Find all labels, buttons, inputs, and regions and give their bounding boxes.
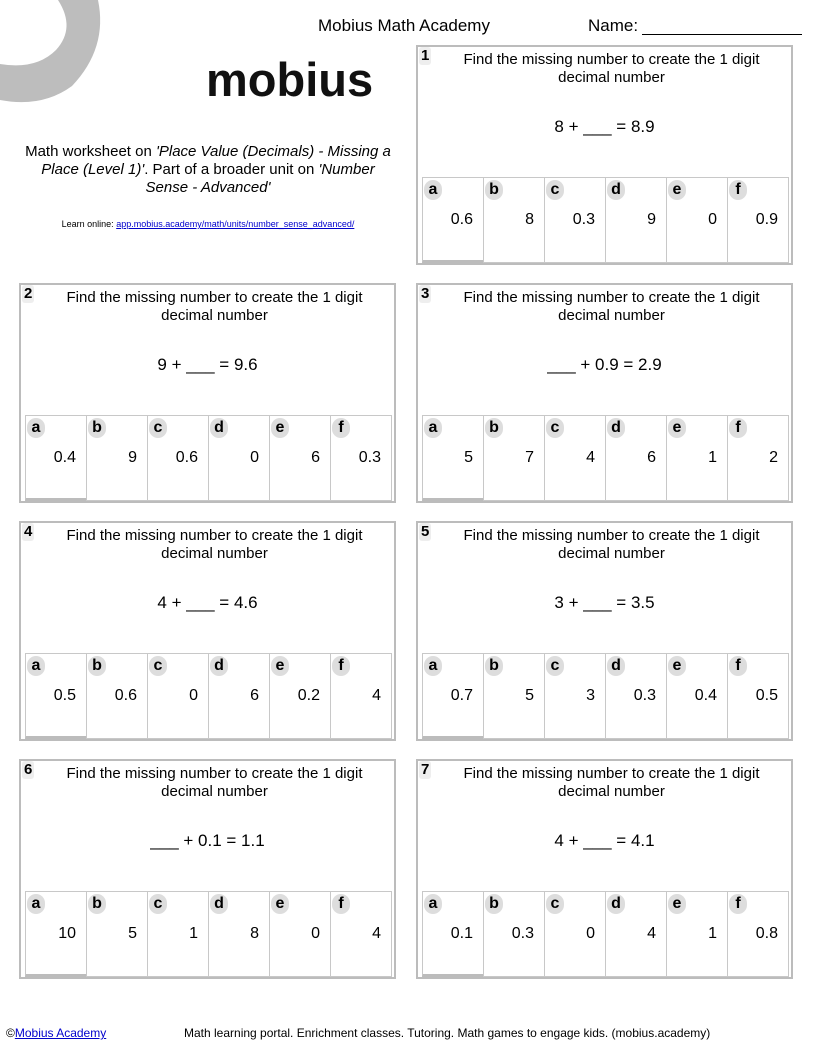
- option-value: 0.4: [53, 449, 76, 466]
- answer-option-a[interactable]: [25, 653, 87, 739]
- option-value: 9: [128, 449, 137, 466]
- answer-option-a[interactable]: [422, 177, 484, 263]
- name-line: [642, 34, 802, 35]
- option-value: 5: [525, 687, 534, 704]
- answer-option-b[interactable]: [86, 653, 148, 739]
- option-letter: f: [332, 894, 350, 914]
- option-value: 2: [769, 449, 778, 466]
- question-number: 6: [24, 761, 33, 778]
- answer-option-e[interactable]: [666, 653, 728, 739]
- option-value: 0: [311, 925, 320, 942]
- option-value: 0.3: [633, 687, 656, 704]
- question-number: 2: [24, 285, 33, 302]
- option-value: 0.1: [450, 925, 473, 942]
- question-expression: 4 + ___ = 4.6: [157, 593, 258, 612]
- name-label: Name:: [588, 16, 639, 35]
- question-expression: 3 + ___ = 3.5: [554, 593, 655, 612]
- option-letter: f: [332, 418, 350, 438]
- footer-copyright: ©Mobius Academy: [6, 1026, 107, 1040]
- question-expression: 4 + ___ = 4.1: [554, 831, 655, 850]
- question-prompt: Find the missing number to create the 1 digit decimal number: [66, 765, 363, 800]
- option-letter: c: [546, 894, 564, 914]
- option-value: 0.3: [358, 449, 381, 466]
- option-value: 6: [647, 449, 656, 466]
- option-value: 5: [464, 449, 473, 466]
- option-letter: b: [88, 656, 106, 676]
- answer-option-f[interactable]: [330, 891, 392, 977]
- option-value: 6: [311, 449, 320, 466]
- answer-option-c[interactable]: [544, 415, 606, 501]
- option-letter: f: [332, 656, 350, 676]
- option-letter: f: [729, 180, 747, 200]
- option-value: 3: [586, 687, 595, 704]
- question-7: [416, 759, 793, 979]
- option-letter: c: [149, 656, 167, 676]
- answer-option-f[interactable]: [330, 415, 392, 501]
- option-value: 0.3: [572, 211, 595, 228]
- option-letter: d: [607, 418, 625, 438]
- answer-option-d[interactable]: [208, 415, 270, 501]
- option-value: 0.5: [755, 687, 778, 704]
- question-prompt: Find the missing number to create the 1 digit decimal number: [463, 51, 760, 86]
- answer-option-e[interactable]: [269, 415, 331, 501]
- option-letter: a: [424, 418, 442, 438]
- question-prompt: Find the missing number to create the 1 digit decimal number: [66, 289, 363, 324]
- option-letter: a: [27, 418, 45, 438]
- svg-text:mobius: mobius: [206, 58, 374, 102]
- answer-option-a[interactable]: [25, 891, 87, 977]
- question-expression: 9 + ___ = 9.6: [157, 355, 258, 374]
- academy-title: Mobius Math Academy: [318, 16, 490, 35]
- option-letter: d: [210, 656, 228, 676]
- footer-academy-link[interactable]: Mobius Academy: [14, 1026, 107, 1040]
- option-letter: e: [668, 656, 686, 676]
- answer-option-f[interactable]: [727, 415, 789, 501]
- answer-option-e[interactable]: [666, 891, 728, 977]
- option-value: 0.7: [450, 687, 473, 704]
- answer-option-a[interactable]: [422, 891, 484, 977]
- answer-option-d[interactable]: [605, 653, 667, 739]
- option-letter: e: [271, 894, 289, 914]
- question-4: [19, 521, 396, 741]
- answer-option-d[interactable]: [605, 415, 667, 501]
- option-value: 0.6: [114, 687, 137, 704]
- answer-option-f[interactable]: [330, 653, 392, 739]
- question-number: 5: [421, 523, 430, 540]
- answer-option-d[interactable]: [208, 653, 270, 739]
- option-value: 5: [128, 925, 137, 942]
- question-prompt: Find the missing number to create the 1 digit decimal number: [463, 289, 760, 324]
- question-expression: ___ + 0.9 = 2.9: [547, 355, 662, 374]
- option-letter: d: [607, 180, 625, 200]
- option-letter: a: [27, 894, 45, 914]
- answer-option-e[interactable]: [666, 415, 728, 501]
- option-value: 0.8: [755, 925, 778, 942]
- question-1: [416, 45, 793, 265]
- answer-options: [422, 177, 796, 263]
- option-letter: b: [485, 894, 503, 914]
- answer-option-d[interactable]: [605, 891, 667, 977]
- answer-option-a[interactable]: [422, 415, 484, 501]
- question-3: [416, 283, 793, 503]
- answer-options: [422, 653, 796, 739]
- answer-option-c[interactable]: [544, 653, 606, 739]
- question-number: 1: [421, 47, 430, 64]
- question-prompt: Find the missing number to create the 1 digit decimal number: [463, 765, 760, 800]
- question-number: 4: [24, 523, 33, 540]
- option-letter: f: [729, 418, 747, 438]
- answer-option-c[interactable]: [147, 891, 209, 977]
- footer-tagline: Math learning portal. Enrichment classes. Tutoring. Math games to engage kids. (mobius.academy): [184, 1026, 711, 1040]
- option-letter: c: [149, 418, 167, 438]
- option-letter: b: [485, 656, 503, 676]
- option-letter: d: [210, 894, 228, 914]
- answer-option-d[interactable]: [605, 177, 667, 263]
- option-value: 0.5: [53, 687, 76, 704]
- answer-option-c[interactable]: [544, 177, 606, 263]
- option-value: 0.2: [297, 687, 320, 704]
- option-value: 0: [586, 925, 595, 942]
- option-value: 1: [708, 449, 717, 466]
- answer-option-e[interactable]: [269, 653, 331, 739]
- option-value: 0.6: [175, 449, 198, 466]
- option-value: 4: [647, 925, 656, 942]
- option-value: 6: [250, 687, 259, 704]
- option-letter: b: [88, 894, 106, 914]
- option-value: 10: [58, 925, 76, 942]
- answer-options: [25, 653, 399, 739]
- question-5: [416, 521, 793, 741]
- option-value: 4: [586, 449, 595, 466]
- answer-options: [25, 891, 399, 977]
- answer-option-e[interactable]: [269, 891, 331, 977]
- question-prompt: Find the missing number to create the 1 digit decimal number: [463, 527, 760, 562]
- option-value: 0.9: [755, 211, 778, 228]
- answer-option-b[interactable]: [86, 415, 148, 501]
- decorative-swoosh-icon: [0, 0, 110, 110]
- option-letter: c: [546, 656, 564, 676]
- option-letter: b: [485, 418, 503, 438]
- option-value: 8: [250, 925, 259, 942]
- answer-option-f[interactable]: [727, 177, 789, 263]
- option-letter: f: [729, 894, 747, 914]
- answer-options: [422, 891, 796, 977]
- question-prompt: Find the missing number to create the 1 digit decimal number: [66, 527, 363, 562]
- option-letter: d: [607, 894, 625, 914]
- option-letter: d: [210, 418, 228, 438]
- question-2: [19, 283, 396, 503]
- option-letter: f: [729, 656, 747, 676]
- option-letter: a: [424, 180, 442, 200]
- option-value: 4: [372, 925, 381, 942]
- option-letter: c: [149, 894, 167, 914]
- option-letter: c: [546, 180, 564, 200]
- mobius-logo: [206, 58, 401, 102]
- answer-option-c[interactable]: [147, 653, 209, 739]
- answer-option-b[interactable]: [483, 415, 545, 501]
- option-letter: a: [424, 656, 442, 676]
- question-number: 7: [421, 761, 430, 778]
- option-value: 7: [525, 449, 534, 466]
- question-6: [19, 759, 396, 979]
- option-value: 0.3: [511, 925, 534, 942]
- answer-option-b[interactable]: [86, 891, 148, 977]
- option-letter: b: [485, 180, 503, 200]
- option-letter: e: [668, 180, 686, 200]
- option-letter: e: [271, 418, 289, 438]
- option-letter: c: [546, 418, 564, 438]
- option-value: 0.6: [450, 211, 473, 228]
- option-letter: e: [668, 894, 686, 914]
- answer-option-a[interactable]: [25, 415, 87, 501]
- answer-option-f[interactable]: [727, 653, 789, 739]
- answer-option-c[interactable]: [544, 891, 606, 977]
- answer-option-a[interactable]: [422, 653, 484, 739]
- answer-options: [422, 415, 796, 501]
- option-value: 1: [708, 925, 717, 942]
- question-expression: ___ + 0.1 = 1.1: [150, 831, 265, 850]
- answer-option-f[interactable]: [727, 891, 789, 977]
- option-letter: a: [424, 894, 442, 914]
- answer-option-c[interactable]: [147, 415, 209, 501]
- option-letter: a: [27, 656, 45, 676]
- option-value: 0.4: [694, 687, 717, 704]
- option-value: 8: [525, 211, 534, 228]
- option-value: 1: [189, 925, 198, 942]
- answer-options: [25, 415, 399, 501]
- answer-option-b[interactable]: [483, 177, 545, 263]
- option-letter: d: [607, 656, 625, 676]
- worksheet-description: Math worksheet on 'Place Value (Decimals) - Missing a Place (Level 1)'. Part of a broader unit on 'Number Sense - Advanced': [25, 143, 391, 196]
- answer-option-b[interactable]: [483, 653, 545, 739]
- answer-option-b[interactable]: [483, 891, 545, 977]
- answer-option-e[interactable]: [666, 177, 728, 263]
- learn-online: Learn online: app.mobius.academy/math/units/number_sense_advanced/: [61, 219, 355, 229]
- option-value: 9: [647, 211, 656, 228]
- option-value: 0: [189, 687, 198, 704]
- option-letter: e: [668, 418, 686, 438]
- answer-option-d[interactable]: [208, 891, 270, 977]
- question-number: 3: [421, 285, 430, 302]
- option-value: 0: [250, 449, 259, 466]
- option-value: 4: [372, 687, 381, 704]
- option-value: 0: [708, 211, 717, 228]
- question-expression: 8 + ___ = 8.9: [554, 117, 655, 136]
- learn-online-link[interactable]: app.mobius.academy/math/units/number_sense_advanced/: [116, 219, 355, 229]
- option-letter: e: [271, 656, 289, 676]
- option-letter: b: [88, 418, 106, 438]
